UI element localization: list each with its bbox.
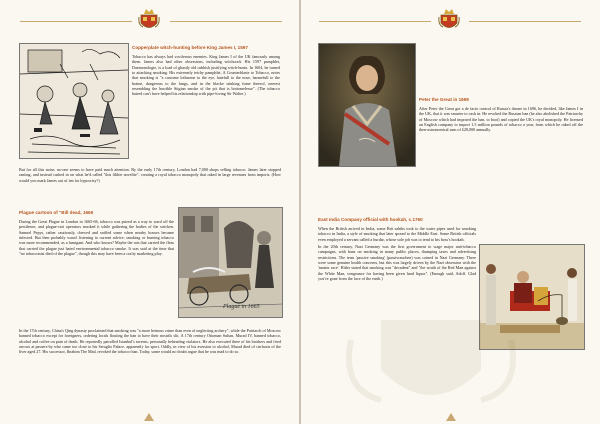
page-marker-icon [446,413,456,421]
right-page [301,0,600,424]
article-text-hookah [318,226,476,283]
watermark-crest-icon [341,300,521,420]
paragraph: Tobacco has always had vociferous enemies. King James I of the UK famously among them. James also had other obsessions, including witchcraft. His 1597 pamphlet, Daemonologie, is a load of ghastly old rubbish justifying witch-hunts. In 1604, he turned to attacking smoking. His extremely tetchy pamphlet, A Counterblaste to Tobacco, notes that smoking is "a custome lothsome to the eye, hatefull to the nose, harmefull to the braine, dangerous to the lungs, and in the blacke stinking fume thereof, neerest resembling the horrible Stigian smoke of the pit that is bottomelesse". (The tobacco hatred can't have helped his relationship with pipe-loving Sir Walter.) [132,54,280,97]
paragraph: But for all this noise, no-one seems to have paid much attention. By the early 17th century, London had 7,000 shops selling tobacco. James later stopped ranting, and instead cashed in on what he'd called "this filthie novelite", creating a royal tobacco monopoly that raked in large revenues from imports. (How would you mark James out of ten for hypocrisy?) [19,167,281,183]
peter-the-great-portrait [318,43,416,167]
header-rule-left [319,21,431,22]
article-text-peter [419,106,583,135]
article-text-bans [19,328,281,357]
witchcraft-woodcut-image [19,43,129,159]
plague-cart-image [178,207,283,318]
header-rule-left [20,21,132,22]
article-text-james [132,54,280,99]
page-marker-icon [144,413,154,421]
left-page [0,0,299,424]
paragraph: When the British arrived in India, some Brit sahibs took to the water pipes used for smoking tobacco in India, a style of smoking that later spread to the Middle East. Some British officials even employed a servant called a burdar, whose sole job was to tend to his boss's hookah. [318,226,476,242]
header-rule-right [170,21,282,22]
article-text-james-tail [19,167,281,185]
paragraph: In the 20th century, Nazi Germany was the first government to wage major anti-tobacco campaigns, with bans on smoking in many public places, thumping taxes and advertising restrictions. The term 'passive smoking' (passivrauchen) was coined in Nazi Germany. There were some genuine health concerns, but this was largely driven by the Nazi obsession with the 'master race'. Hitler stated that smoking was "decadent" and "the wrath of the Red Man against the White Man, vengeance for having been given hard liquor". (Enough said, Adolf. Glad you've gone from the face of the earth.) [318,244,476,282]
caption-witchcraft: Copperplate witch-hunting before King James I, 1597 [132,45,248,50]
caption-hookah: East India Company official with hookah, c.1760 [318,217,423,222]
paragraph: After Peter the Great got a de facto control of Russia's throne in 1696, he decided, like James I in the UK, that it was smarter to cash in. He revoked the Russian ban (he also abolished the Patriarchy of Moscow which had imposed the ban, to boot) and copied the UK's royal monopoly. He licensed an English company to import 1.5 million pounds of tobacco a year, from which he raked off the then-astronomical sum of £28,000 annually. [419,106,583,133]
header-rule-right [469,21,581,22]
crest-icon [438,7,460,33]
plague-inscription: Plague in 1665 [223,304,260,310]
crest-icon [138,7,160,33]
article-text-plague [19,219,174,258]
paragraph: In the 17th century, China's Qing dynasty proclaimed that smoking was "a more heinous crime than even of neglecting archery", while the Patriarch of Moscow banned tobacco except for foreigners, ordering locals flouting the ban to have their nostrils slit. A 17th century Ottoman Sultan, Murad IV, banned tobacco, alcohol and coffee on pain of death. He reportedly patrolled Istanbul's taverns, personally beheading violators. He also executed three of his brothers and fired arrows at passers-by who came too close to his Seraglio Palace, apparently for sport. Oddly, in view of his aversion to alcohol, Murad died of cirrhosis of the liver aged 27. His successor, Ibrahim The Mad, revoked the tobacco ban. Today, some would no doubt argue that he was mad to do so. [19,328,281,355]
caption-peter: Peter the Great in 1698 [419,97,469,102]
paragraph: During the Great Plague in London in 1665-66, tobacco was prized as a way to ward off the pestilence, and plague-cart operators smoked it while gathering the bodies of the stricken. Samuel Pepys, rather cautiously, chewed and sniffed some when nearby houses became infected. But then probably wasn't listening to current advice; smoking or burning tobacco was more recommended, as a fumigant. And who knows? Maybe the rats that carried the fleas that carried the plague just hated environmental tobacco smoke. It was said at the time that "no tobacconist died of the plague", though this may have been a crafty marketing ploy. [19,219,174,257]
caption-plague: Plague cartoon of "Bill dead, 1665 [19,210,94,215]
